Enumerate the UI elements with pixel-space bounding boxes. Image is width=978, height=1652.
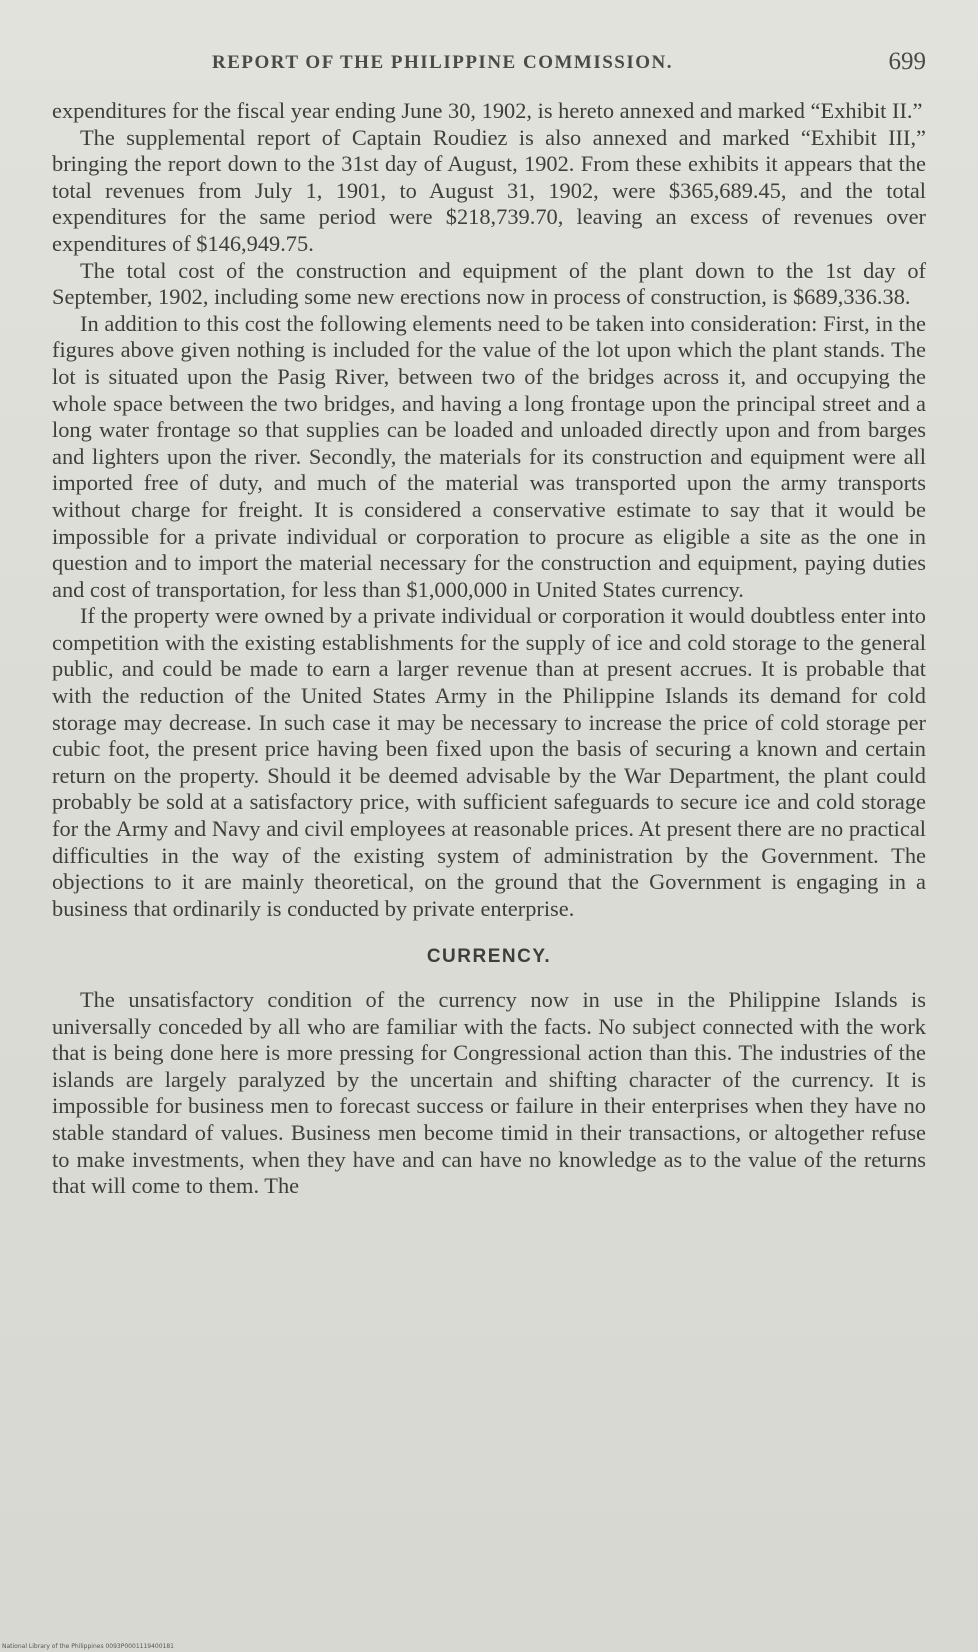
running-title: REPORT OF THE PHILIPPINE COMMISSION. (212, 52, 674, 73)
paragraph-additional-elements: In addition to this cost the following elements need to be taken into consideration: First, in the figures above given nothing is included for the value of the lot upon which the plant stands. The lot is situated upon the Pasig River, between two of the bridges across it, and occupying the whole space between the two bridges, and having a long frontage upon the principal street and a long water frontage so that supplies can be loaded and unloaded directly upon and from barges and lighters upon the river. Secondly, the materials for its construction and equipment were all imported free of duty, and much of the material was transported upon the army transports without charge for freight. It is considered a conservative estimate to say that it would be impossible for a private individual or corporation to procure as eligible a site as the one in question and to import the material necessary for the construction and equipment, paying duties and cost of transportation, for less than $1,000,000 in United States currency. (52, 310, 926, 602)
paragraph-currency: The unsatisfactory condition of the currency now in use in the Philippine Islands is universally conceded by all who are familiar with the facts. No subject connected with the work that is being done here is more pressing for Congressional action than this. The industries of the islands are largely paralyzed by the uncertain and shifting character of the currency. It is impossible for business men to forecast success or failure in their enterprises when they have no stable standard of values. Business men become timid in their transactions, or altogether refuse to make investments, when they have and can have no knowledge as to the value of the returns that will come to them. The (52, 987, 926, 1199)
paragraph-continuation: expenditures for the fiscal year ending June 30, 1902, is hereto annexed and marked “Exhibit II.” (52, 98, 923, 123)
paragraph-private-ownership: If the property were owned by a private individual or corporation it would doubtless enter into competition with the existing establishments for the supply of ice and cold storage to the general public, and could be made to earn a larger revenue than at present accrues. It is probable that with the reduction of the United States Army in the Philippine Islands its demand for cold storage may decrease. In such case it may be necessary to increase the price of cold storage per cubic foot, the present price having been fixed upon the basis of securing a known and certain return on the property. Should it be deemed advisable by the War Department, the plant could probably be sold at a satisfactory price, with sufficient safeguards to secure ice and cold storage for the Army and Navy and civil employees at reasonable prices. At present there are no practical difficulties in the way of the existing system of administration by the Government. The objections to it are mainly theoretical, on the ground that the Government is engaging in a business that ordinarily is conducted by private enterprise. (52, 603, 926, 921)
page-header (52, 48, 926, 82)
paragraph-total-cost: The total cost of the construction and equipment of the plant down to the 1st day of September, 1902, including some new erections now in process of construction, is $689,336.38. (52, 257, 926, 310)
page-number: 699 (888, 48, 926, 75)
library-footer-note: National Library of the Philippines 0093P0001119400181 (2, 1643, 174, 1650)
section-heading-currency: CURRENCY. (426, 946, 552, 968)
paragraph-supplemental-report: The supplemental report of Captain Roudiez is also annexed and marked “Exhibit III,” bringing the report down to the 31st day of August, 1902. From these exhibits it appears that the total revenues from July 1, 1901, to August 31, 1902, were $365,689.45, and the total expenditures for the same period were $218,739.70, leaving an excess of revenues over expenditures of $146,949.75. (52, 124, 926, 256)
body-text (52, 98, 926, 1200)
